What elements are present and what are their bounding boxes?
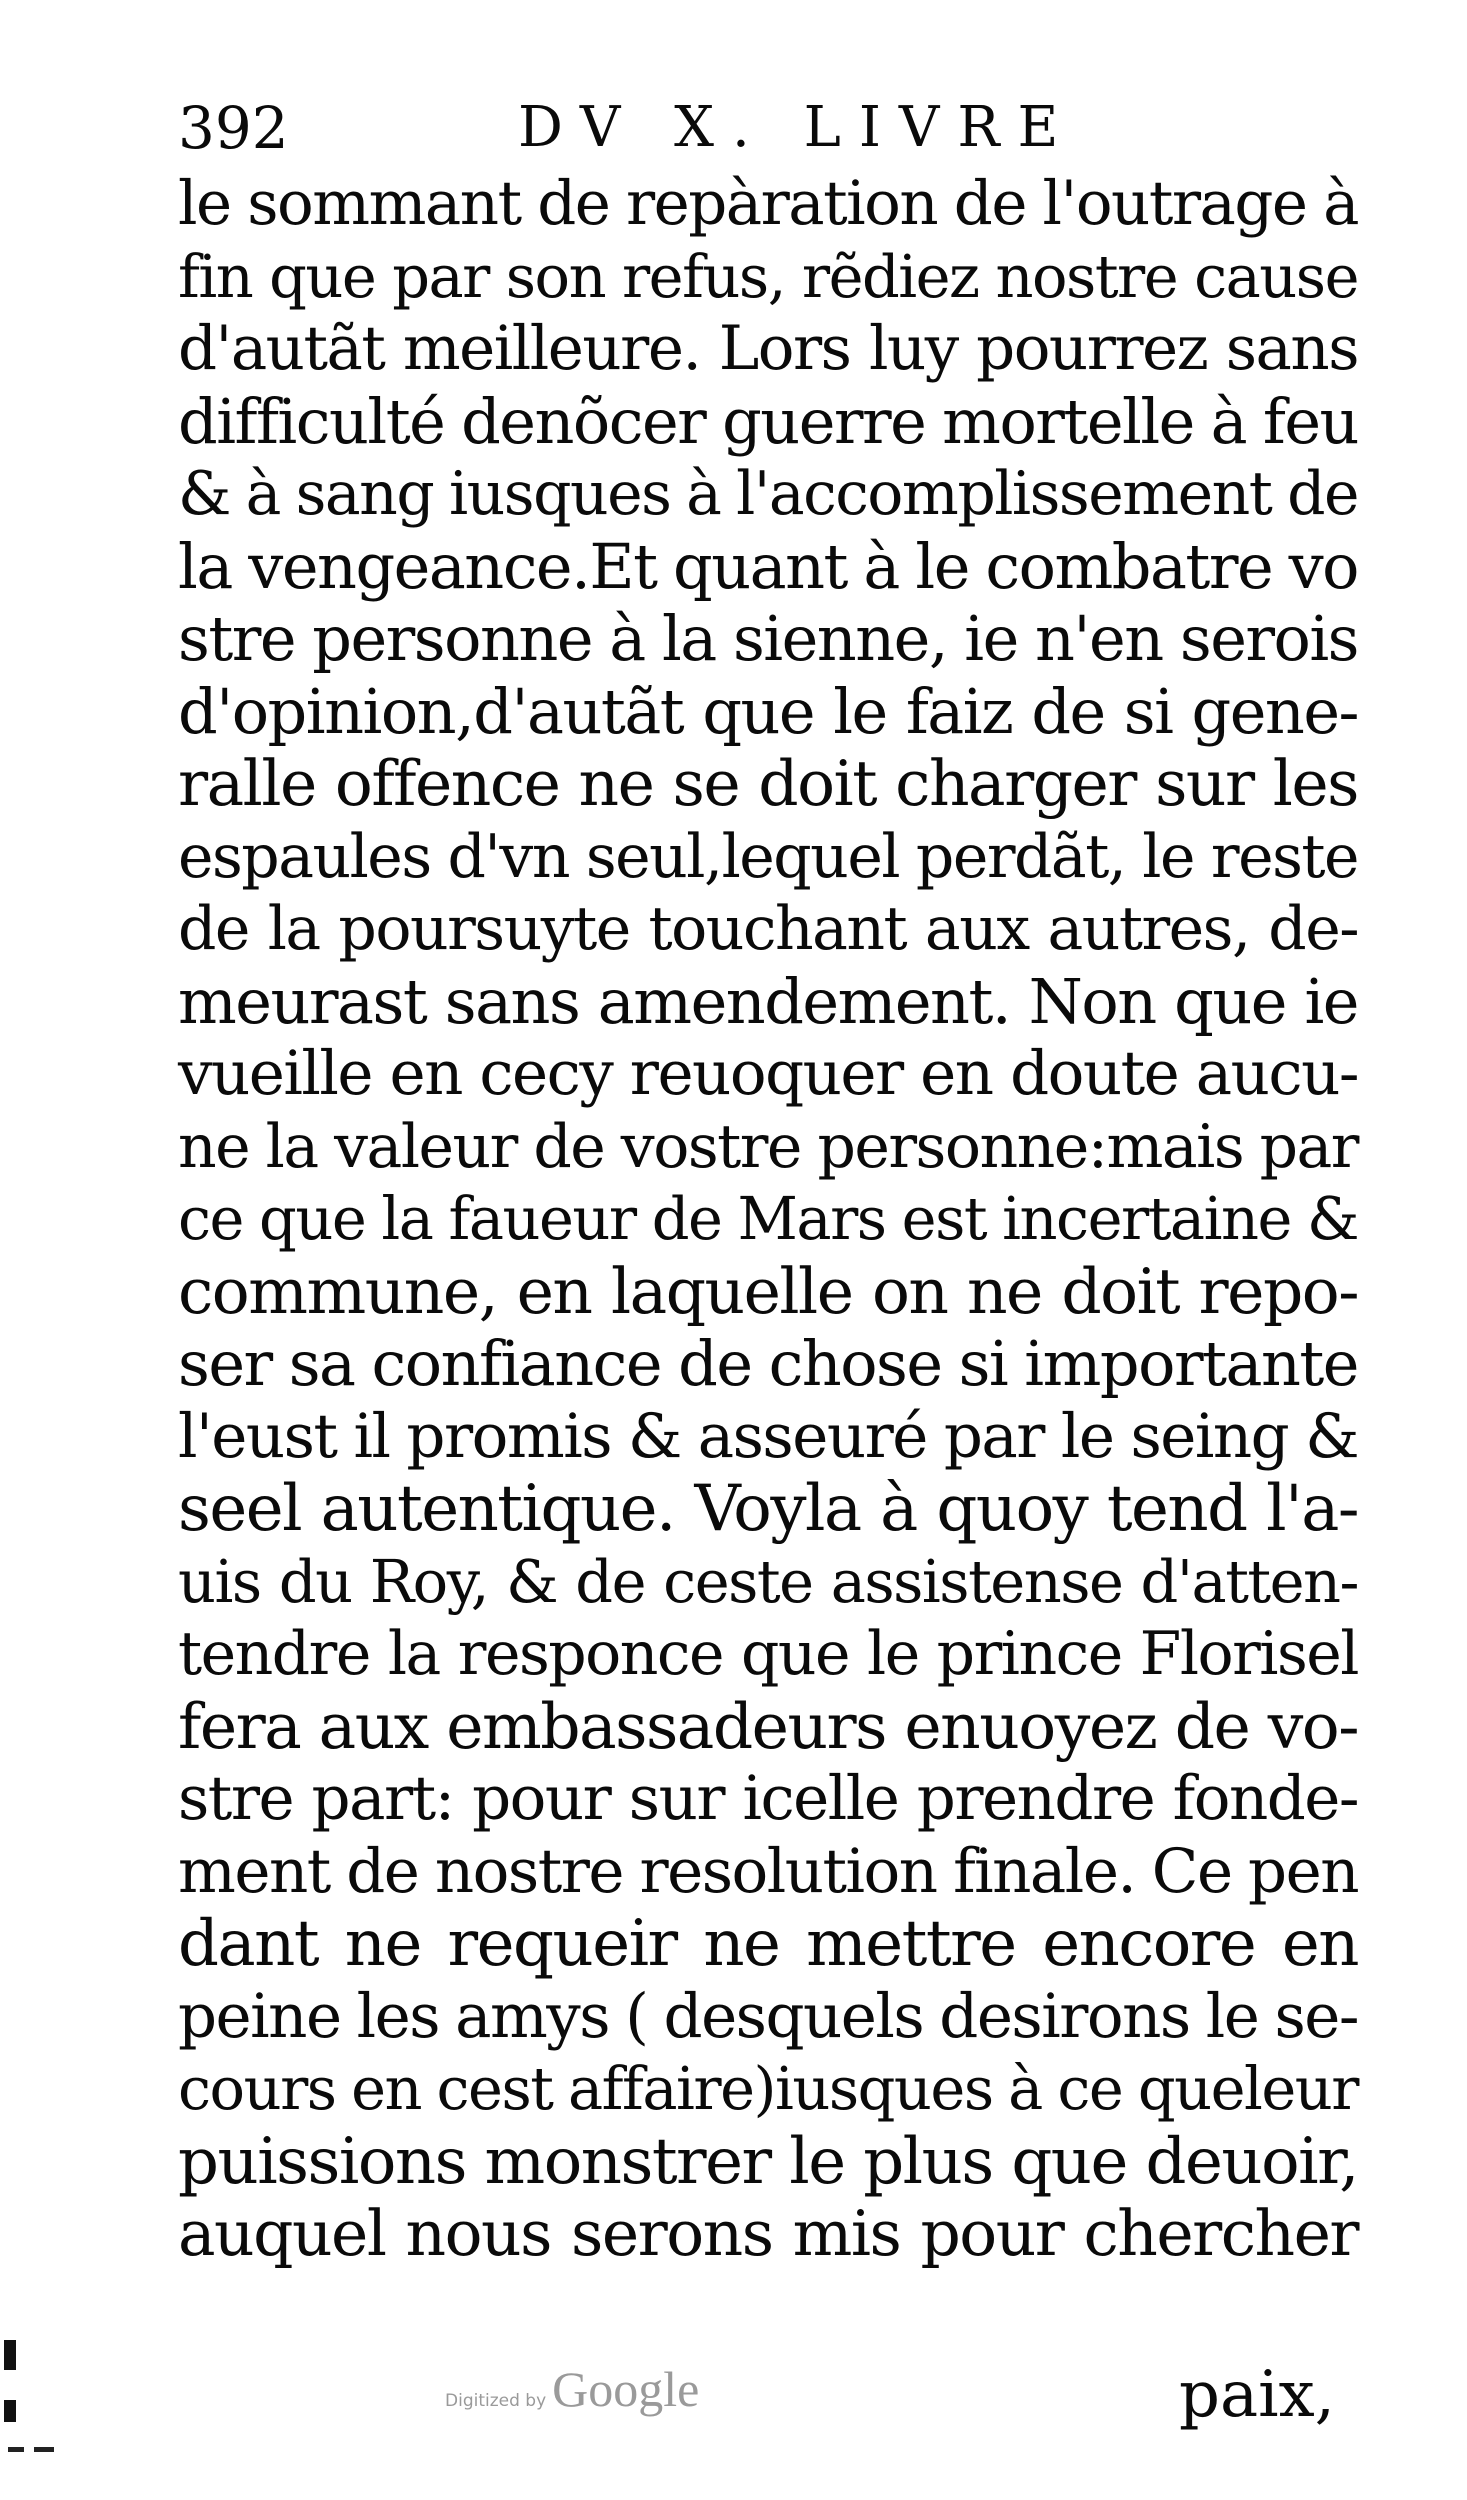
left-edge-mark [4, 2400, 16, 2422]
page-number: 392 [178, 94, 289, 162]
text-line: stre part: pour sur icelle prendre fonde- [178, 1763, 1358, 1834]
text-line: vueille en cecy reuoquer en doute aucu- [178, 1038, 1358, 1109]
text-line: ralle offence ne se doit charger sur les [178, 747, 1358, 820]
text-line: seel autentique. Voyla à quoy tend l'a- [178, 1472, 1358, 1546]
bottom-edge-mark [8, 2447, 24, 2452]
text-line: tendre la responce que le prince Florisel [178, 1619, 1358, 1689]
text-line: de la poursuyte touchant aux autres, de- [178, 894, 1358, 964]
text-line: fin que par son refus, rẽdiez nostre cause [178, 241, 1358, 311]
text-line: peine les amys ( desquels desirons le se- [178, 1980, 1358, 2052]
text-line: la vengeance.Et quant à le combatre vo [178, 529, 1358, 603]
text-line: d'autãt meilleure. Lors luy pourrez sans [178, 313, 1358, 384]
text-line: & à sang iusques à l'accomplissement de [178, 459, 1358, 529]
bottom-edge-mark [34, 2447, 54, 2452]
text-line: stre personne à la sienne, ie n'en serois [178, 602, 1358, 675]
text-line: commune, en laquelle on ne doit repo- [178, 1254, 1358, 1328]
text-line: dant ne requeir ne mettre encore en [178, 1907, 1358, 1981]
text-line: espaules d'vn seul,lequel perdãt, le reste [178, 821, 1358, 892]
text-line: fera aux embassadeurs enuoyez de vo- [178, 1689, 1358, 1763]
text-line: d'opinion,d'autãt que le faiz de si gene- [178, 674, 1358, 748]
text-line: cours en cest affaire)iusques à ce queleur [178, 2054, 1358, 2123]
running-head [178, 88, 1358, 168]
text-line: meurast sans amendement. Non que ie [178, 964, 1358, 1038]
watermark-prefix: Digitized by [445, 2391, 547, 2411]
text-line: ment de nostre resolution finale. Ce pen [178, 1835, 1358, 1907]
text-line: uis du Roy, & de ceste assistense d'atten- [178, 1546, 1358, 1616]
text-line: l'eust il promis & asseuré par le seing & [178, 1400, 1358, 1472]
digitized-watermark [445, 2360, 699, 2430]
text-line: ser sa confiance de chose si importante [178, 1327, 1358, 1400]
text-line: auquel nous serons mis pour chercher [178, 2197, 1358, 2270]
text-line: puissions monstrer le plus que deuoir, [178, 2124, 1358, 2199]
text-line: ne la valeur de vostre personne:mais par [178, 1111, 1358, 1182]
watermark-brand: Google [552, 2361, 700, 2417]
running-title: DV X. LIVRE [518, 95, 1077, 160]
text-line: ce que la faueur de Mars est incertaine & [178, 1184, 1358, 1253]
catchword: paix, [1178, 2358, 1335, 2432]
left-edge-mark [4, 2340, 16, 2370]
text-line: le sommant de repàration de l'outrage à [178, 168, 1358, 239]
text-line: difficulté denõcer guerre mortelle à feu [178, 384, 1358, 458]
body-text [178, 168, 1358, 2271]
